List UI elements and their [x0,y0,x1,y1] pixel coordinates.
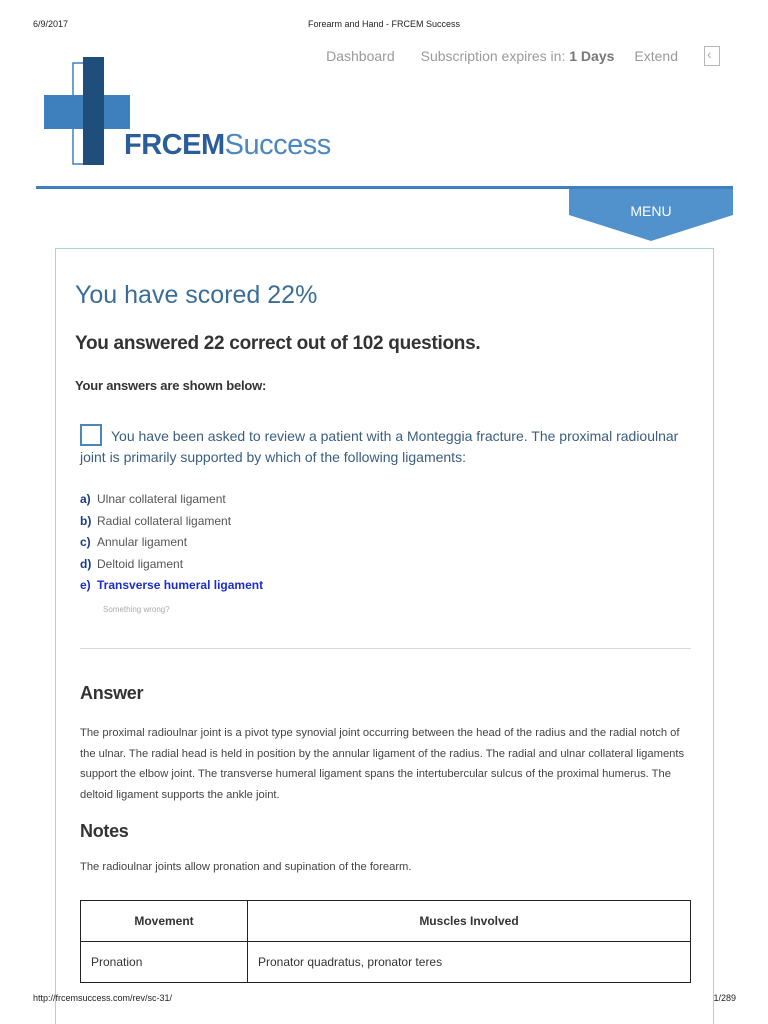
notes-heading: Notes [80,821,129,841]
section-divider [80,648,691,649]
frcem-logo[interactable] [44,57,331,167]
option-a[interactable]: a) Ulnar collateral ligament [80,492,226,506]
menu-button[interactable] [569,189,733,241]
question-text-block [80,424,700,468]
results-card [55,248,714,1024]
print-title: Forearm and Hand - FRCEM Success [307,19,461,29]
logout-icon[interactable] [704,46,720,66]
logo-text: FRCEMSuccess [124,129,331,161]
answered-summary: You answered 22 correct out of 102 questions. [75,333,481,354]
notes-text: The radioulnar joints allow pronation and supination of the forearm. [80,861,412,873]
answer-explanation: The proximal radioulnar joint is a pivot type synovial joint occurring between the head of the radius and the radial notch of the ulnar. The radial head is held in position by the annular ligament of the radius. The radial and ulnar collateral ligaments support the elbow joint. The transverse humeral ligament spans the intertubercular sulcus of the proximal humerus. The deltoid ligament supports the ankle joint. [80,727,685,801]
subscription-label: Subscription expires in: [420,48,566,64]
something-wrong-link[interactable]: Something wrong? [103,605,170,614]
subscription-days: 1 Days [569,48,615,64]
menu-label: MENU [630,203,672,219]
table-row [81,942,691,983]
subscription-status [421,48,615,64]
option-d[interactable]: d) Deltoid ligament [80,556,184,571]
extend-link[interactable]: Extend [634,48,678,64]
table-cell-movement: Pronation [81,942,248,983]
option-b[interactable]: b) Radial collateral ligament [80,513,232,528]
answer-heading: Answer [80,683,144,703]
dashboard-link[interactable]: Dashboard [326,48,395,64]
table-header-movement: Movement [81,901,248,942]
table-header-muscles: Muscles Involved [248,901,691,942]
table-cell-muscles: Pronator quadratus, pronator teres [248,942,691,983]
muscles-table [80,900,691,983]
print-date: 6/9/2017 [33,19,69,29]
question-checkbox[interactable] [80,424,102,446]
score-title: You have scored 22% [75,281,318,309]
option-c[interactable]: c) Annular ligament [80,535,188,549]
top-navigation [326,46,720,66]
answers-shown-label: Your answers are shown below: [75,378,267,393]
question-text: You have been asked to review a patient with a Monteggia fracture. The proximal radioulnar joint is primarily supported by which of the following ligaments: [80,428,679,465]
print-page-number: 1/289 [713,993,736,1003]
print-url: http://frcemsuccess.com/rev/sc-31/ [33,993,173,1003]
table-header-row [81,901,691,942]
answer-options [80,489,263,597]
option-e-selected[interactable]: e) Transverse humeral ligament [80,578,264,592]
